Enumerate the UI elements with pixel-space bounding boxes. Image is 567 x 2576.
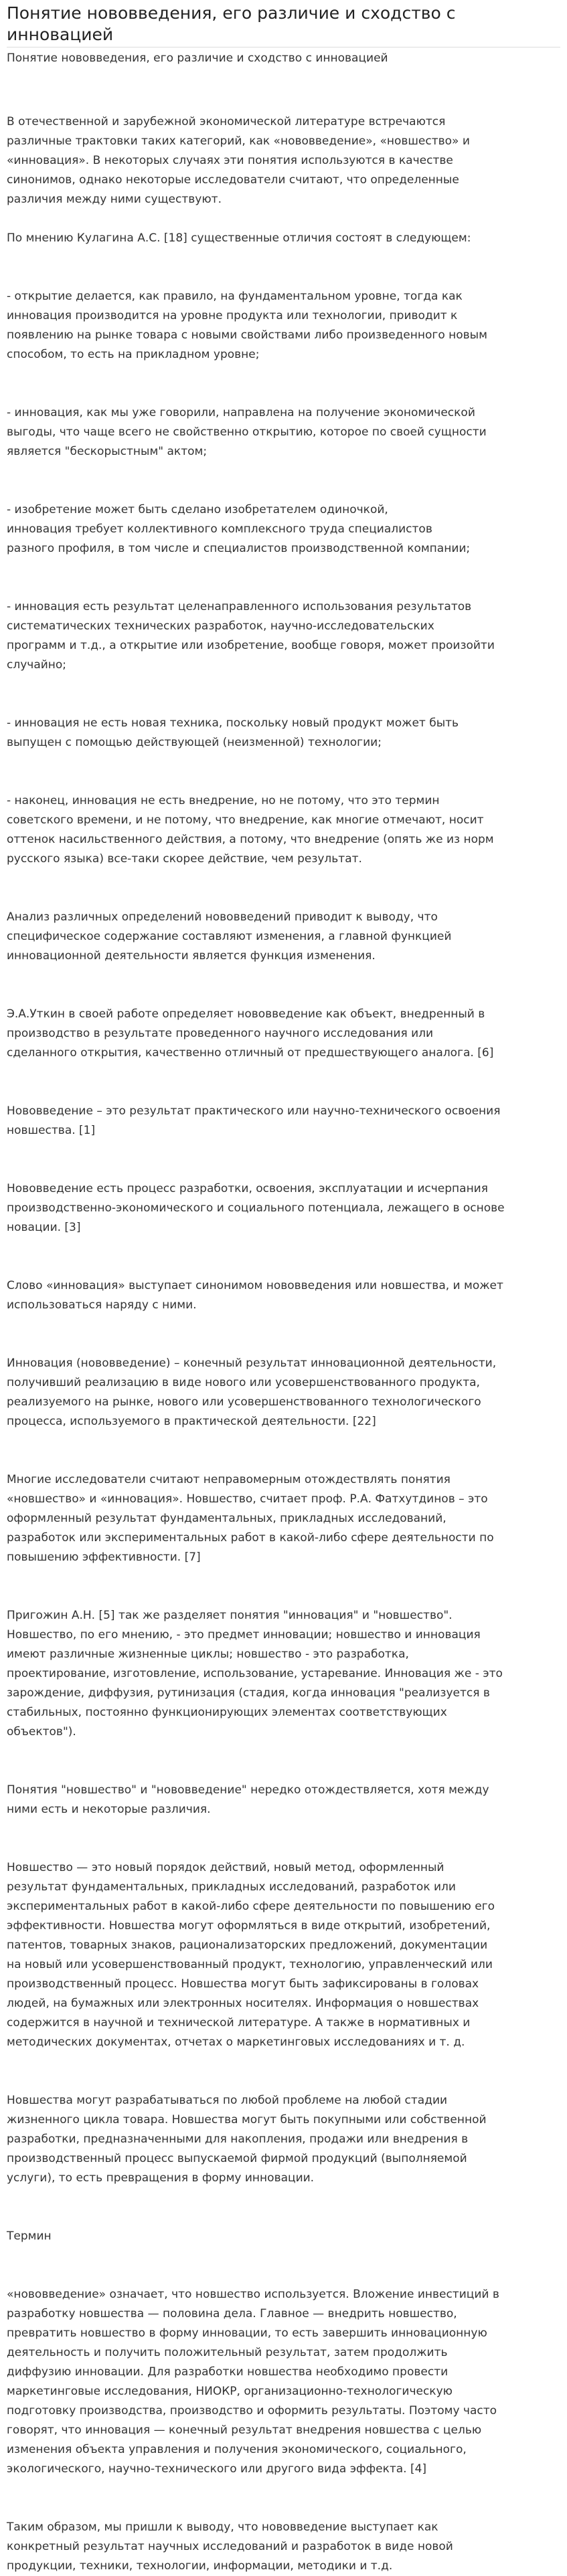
document-page: [0, 3, 567, 2576]
paragraph-term-heading: Термин: [7, 2230, 52, 2243]
paragraph-result: Нововведение – это результат практического или научно-технического освоения новшества. [1]: [7, 1104, 501, 1137]
paragraph-utkin: Э.А.Уткин в своей работе определяет нововведение как объект, внедренный в производство в результате проведенного научного исследования или сделанного открытия, качественно отличный от предшествующего аналога. [6]: [7, 1007, 494, 1060]
paragraph-invention: - изобретение может быть сделано изобретателем одиночкой, инновация требует коллективного комплексного труда специалистов разного профиля, в том числе и специалистов производственной компании;: [7, 503, 471, 555]
paragraph-novelty-lifecycle: Новшества могут разрабатываться по любой проблеме на любой стадии жизненного цикла товара. Новшества могут быть покупными или собственной разработки, предназначенными для накопления, продажи или внедрения в производственный процесс выпускаемой фирмой продукций (выполняемой услуги), то есть превращения в форму инновации.: [7, 2094, 487, 2185]
paragraph-synonym: Слово «инновация» выступает синонимом нововведения или новшества, и может использоваться наряду с ними.: [7, 1279, 503, 1312]
paragraph-prigozhin: Пригожин А.Н. [5] так же разделяет понятия "инновация" и "новшество". Новшество, по его мнению, - это предмет инновации; новшество и инновация имеют различные жизненные циклы; новшество - это разработка, проектирование, изготовление, использование, устаревание. Инновация же - это зарождение, диффузия, рутинизация (стадия, когда инновация "реализуется в стабильных, постоянно функционирующих элементах соответствующих объектов").: [7, 1609, 503, 1739]
paragraph-concepts: Понятия "новшество" и "нововведение" нередко отождествляется, хотя между ними есть и некоторые различия.: [7, 1783, 489, 1816]
paragraph-process: Нововведение есть процесс разработки, освоения, эксплуатации и исчерпания производственно-экономического и социального потенциала, лежащего в основе новации. [3]: [7, 1182, 505, 1234]
paragraph-intro: В отечественной и зарубежной экономической литературе встречаются различные трактовки таких категорий, как «нововведение», «новшество» и «инновация». В некоторых случаях эти понятия используются в качестве синонимов, однако некоторые исследователи считают, что определенные различия между ними существуют.: [7, 115, 470, 206]
paragraph-discovery: - открытие делается, как правило, на фундаментальном уровне, тогда как инновация производится на уровне продукта или технологии, приводит к появлению на рынке товара с новыми свойствами либо произведенного новым способом, то есть на прикладном уровне;: [7, 290, 487, 361]
paragraph-novelty-definition: Новшество — это новый порядок действий, новый метод, оформленный результат фундаментальных, прикладных исследований, разработок или экспериментальных работ в какой-либо сфере деятельности по повышению его эффективности. Новшества могут оформляться в виде открытий, изобретений, патентов, товарных знаков, рационализаторских предложений, документации на новый или усовершенствованный продукт, технологию, управленческий или производственный процесс. Новшества могут быть зафиксированы в головах людей, на бумажных или электронных носителях. Информация о новшествах содержится в научной и технической литературе. А также в нормативных и методических документах, отчетах о маркетинговых исследованиях и т. д.: [7, 1861, 495, 2049]
paragraph-term-meaning: «нововведение» означает, что новшество используется. Вложение инвестиций в разработку новшества — половина дела. Главное — внедрить новшество, превратить новшество в форму инновации, то есть завершить инновационную деятельность и получить положительный результат, затем продолжить диффузию инновации. Для разработки новшества необходимо провести маркетинговые исследования, НИОКР, организационно-технологическую подготовку производства, производство и оформить результаты. Поэтому часто говорят, что инновация — конечный результат внедрения новшества с целью изменения объекта управления и получения экономического, социального, экологического, научно-технического или другого вида эффекта. [4]: [7, 2288, 499, 2476]
paragraph-targeted-use: - инновация есть результат целенаправленного использования результатов систематических технических разработок, научно-исследовательских программ и т.д., а открытие или изобретение, вообще говоря, может произойти случайно;: [7, 600, 495, 672]
page-title: Понятие нововведения, его различие и сходство с инновацией: [7, 3, 560, 47]
paragraph-implementation: - наконец, инновация не есть внедрение, но не потому, что это термин советского времени, и не потому, что внедрение, как многие отмечают, носит оттенок насильственного действия, а потому, что внедрение (опять же из норм русского языка) все-таки скорее действие, чем результат.: [7, 794, 494, 866]
paragraph-fatkhutdinov: Многие исследователи считают неправомерным отождествлять понятия «новшество» и «инновация». Новшество, считает проф. Р.А. Фатхутдинов – это оформленный результат фундаментальных, прикладных исследований, разработок или экспериментальных работ в какой-либо сфере деятельности по повышению эффективности. [7]: [7, 1473, 494, 1564]
page-subtitle: Понятие нововведения, его различие и сходство с инновацией: [7, 52, 388, 65]
paragraph-kulagin: По мнению Кулагина А.С. [18] существенные отличия состоят в следующем:: [7, 231, 471, 245]
paragraph-innovation-benefit: - инновация, как мы уже говорили, направлена на получение экономической выгоды, что чаще всего не свойственно открытию, которое по своей сущности является "бескорыстным" актом;: [7, 406, 487, 458]
paragraph-final-result: Инновация (нововведение) – конечный результат инновационной деятельности, получивший реализацию в виде нового или усовершенствованного продукта, реализуемого на рынке, нового или усовершенствованного технологического процесса, используемого в практической деятельности. [22]: [7, 1357, 497, 1428]
paragraph-new-technique: - инновация не есть новая техника, поскольку новый продукт может быть выпущен с помощью действующей (неизменной) технологии;: [7, 716, 459, 749]
paragraph-analysis: Анализ различных определений нововведений приводит к выводу, что специфическое содержание составляют изменения, а главной функцией инновационной деятельности является функция изменения.: [7, 910, 452, 963]
paragraph-conclusion: Таким образом, мы пришли к выводу, что нововведение выступает как конкретный результат научных исследований и разработок в виде новой продукции, техники, технологии, информации, методики и т.д.: [7, 2520, 453, 2573]
